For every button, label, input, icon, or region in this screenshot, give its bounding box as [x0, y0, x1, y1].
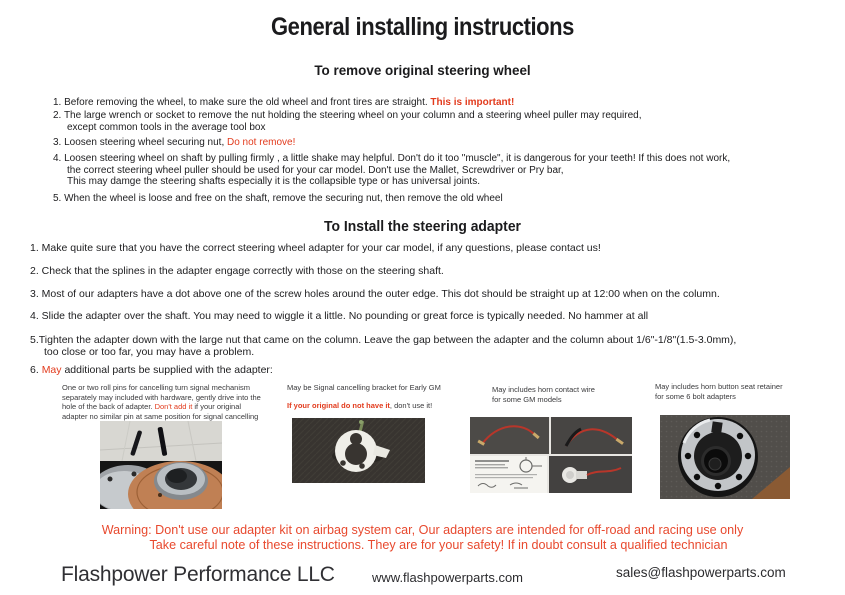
section-remove-heading: To remove original steering wheel [314, 62, 531, 78]
caption-horn-contact-wire: May includes horn contact wire for some GM models [492, 385, 595, 404]
website-url: www.flashpowerparts.com [372, 570, 523, 585]
instruction-item-i5: 5.Tighten the adapter down with the large nut that came on the column. Leave the gap between the adapter and the column about 1/6"-1/8"(1.5-3.0mm), too close or too far, you may have a problem. [30, 334, 737, 358]
sales-email: sales@flashpowerparts.com [616, 565, 786, 580]
instruction-item-r5: 5. When the wheel is loose and free on the shaft, remove the securing nut, then remove the old wheel [53, 193, 503, 204]
instruction-item-i1: 1. Make quite sure that you have the correct steering wheel adapter for your car model, if any questions, please contact us! [30, 242, 601, 254]
caption-horn-button-retainer: May includes horn button seat retainer for some 6 bolt adapters [655, 382, 783, 401]
instruction-item-i4: 4. Slide the adapter over the shaft. You may need to wiggle it a little. No pounding or great force is typically needed. No hammer at all [30, 310, 649, 322]
company-name: Flashpower Performance LLC [61, 563, 335, 586]
signal-bracket-photo [292, 418, 425, 483]
instruction-item-i3: 3. Most of our adapters have a dot above one of the screw holes around the outer edge. This dot should be straight up at 12:00 when on the column. [30, 288, 720, 300]
section-install-heading: To Install the steering adapter [323, 219, 521, 235]
page-title: General installing instructions [271, 13, 574, 41]
instruction-item-i6: 6. May additional parts be supplied with the adapter: [30, 364, 273, 376]
roll-pins-adapter-photo [100, 421, 222, 509]
instruction-item-r4: 4. Loosen steering wheel on shaft by pulling firmly , a little shake may helpful. Don't do it too "muscle", it is dangerous for your teeth! If this does not work, the correct steering wheel puller should be used for your car model. Don't use the Mallet, Screwdriver or Pry bar, This may damge the steering shafts especially it is the collapsible type or has universal joints. [53, 153, 731, 188]
warning-text: Warning: Don't use our adapter kit on airbag system car, Our adapters are intended for off-road and racing use only Take careful note of these instructions. They are for your safety! If in doubt consult a qualified technician [101, 523, 744, 552]
instruction-item-r2: 2. The large wrench or socket to remove the nut holding the steering wheel on your column and a steering wheel puller may required, except common tools in the average tool box [53, 110, 642, 133]
horn-contact-wire-photo [470, 417, 632, 493]
caption-signal-bracket: May be Signal cancelling bracket for Early GM If your original do not have it, don't use it! [287, 383, 441, 410]
instruction-item-r1: 1. Before removing the wheel, to make sure the old wheel and front tires are straight. This is important! [53, 97, 515, 108]
caption-roll-pins: One or two roll pins for cancelling turn signal mechanism separately may included with hardware, gently drive into the hole of the back of adapter. Don't add it if your original adapter no similar pin at same position for signal cancelling [62, 383, 261, 422]
horn-button-retainer-photo [660, 415, 790, 499]
instruction-item-i2: 2. Check that the splines in the adapter engage correctly with those on the steering shaft. [30, 265, 444, 277]
instruction-item-r3: 3. Loosen steering wheel securing nut, Do not remove! [53, 137, 296, 148]
